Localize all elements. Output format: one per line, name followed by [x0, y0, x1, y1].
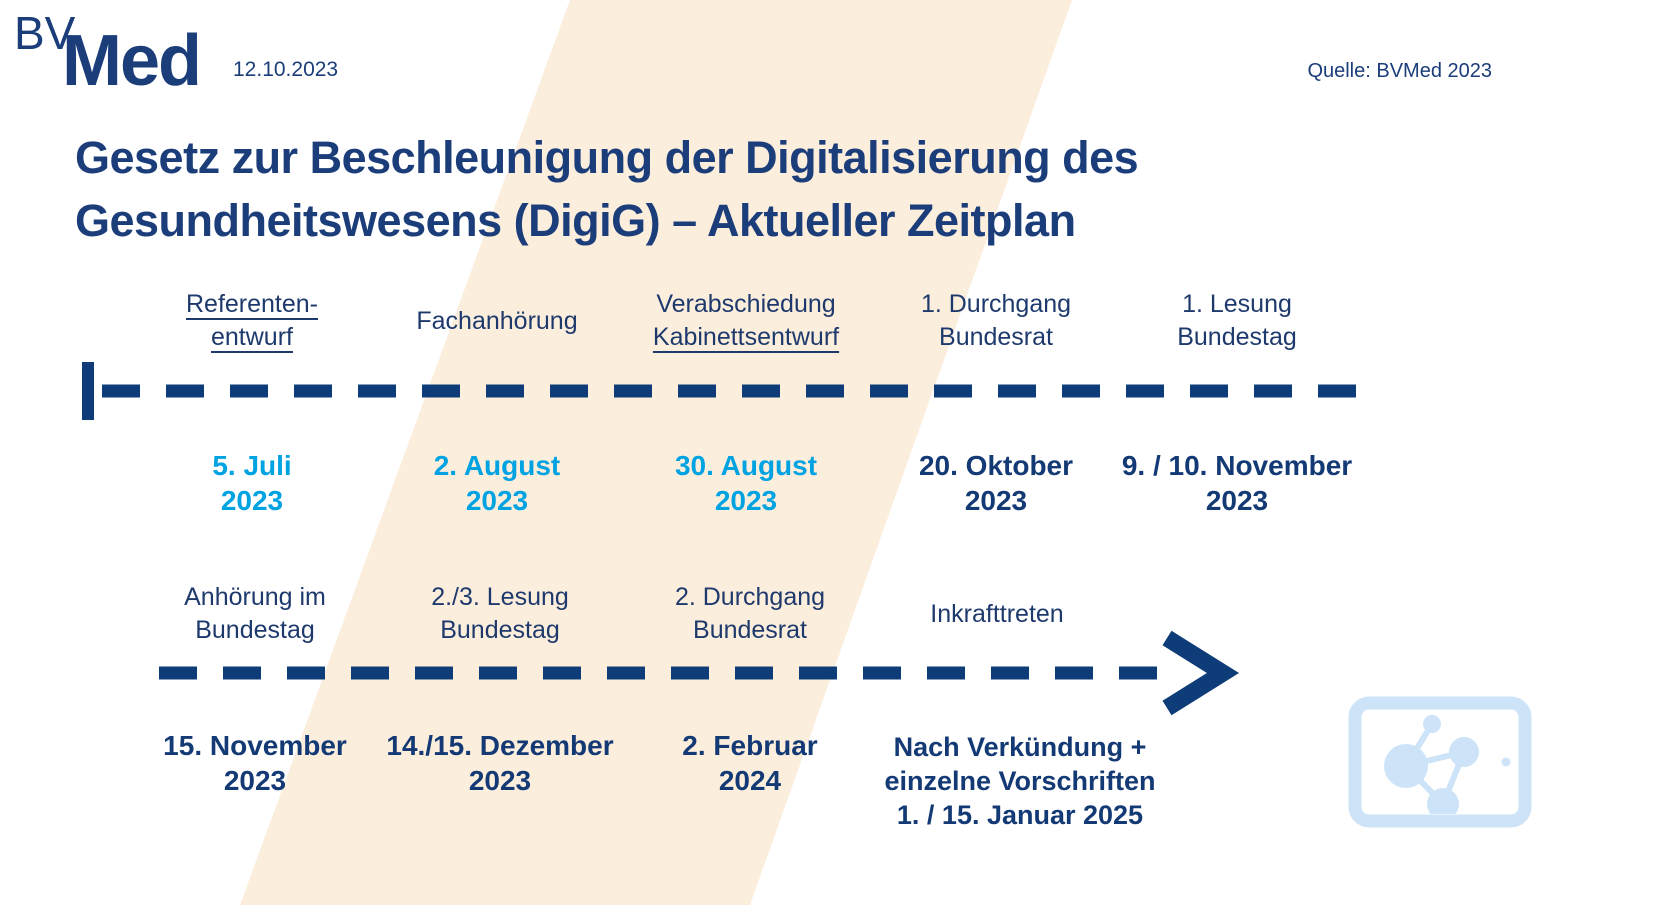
- label-line: Bundestag: [440, 616, 560, 644]
- bvmed-logo: [14, 6, 244, 106]
- date-line: 15. November: [163, 730, 347, 761]
- date-line: Nach Verkündung +: [893, 732, 1147, 762]
- tablet-camera-dot: [1502, 758, 1511, 767]
- date-line: 9. / 10. November: [1121, 450, 1353, 481]
- label-line: Bundesrat: [693, 616, 807, 644]
- milestone-label-lesung-bundestag-1: [1102, 285, 1372, 357]
- date-line: 2023: [468, 765, 532, 796]
- milestone-date-durchgang-bundesrat-2: [615, 725, 885, 801]
- label-line: 1. Lesung: [1182, 290, 1292, 318]
- date-line: 2023: [220, 485, 284, 516]
- milestone-label-referentenentwurf[interactable]: [117, 285, 387, 357]
- label-line: Inkrafttreten: [930, 599, 1064, 628]
- date-line: 30. August: [674, 450, 818, 481]
- page-title: [75, 126, 1138, 252]
- source-note: Quelle: BVMed 2023: [1307, 60, 1492, 82]
- timeline-row1: [80, 360, 1370, 422]
- date-line: 2023: [964, 485, 1028, 516]
- milestone-date-anhoerung-bundestag: [120, 725, 390, 801]
- timeline-start-tick: [82, 362, 94, 420]
- date-line: 2023: [223, 765, 287, 796]
- date-line: 20. Oktober: [918, 450, 1074, 481]
- title-line-1: Gesetz zur Beschleunigung der Digitalisierung des: [75, 132, 1139, 183]
- label-line[interactable]: Kabinettsentwurf: [652, 323, 840, 351]
- label-line[interactable]: Referenten-: [185, 290, 319, 318]
- milestone-date-lesung-bundestag-1: [1102, 445, 1372, 521]
- milestone-label-kabinettsentwurf[interactable]: [611, 285, 881, 357]
- milestone-label-durchgang-bundesrat-1: [861, 285, 1131, 357]
- milestone-label-fachanhoerung: [362, 285, 632, 357]
- label-line: 1. Durchgang: [920, 290, 1072, 318]
- label-line: 2./3. Lesung: [431, 583, 569, 611]
- milestone-date-referentenentwurf: [117, 445, 387, 521]
- date-line: einzelne Vorschriften: [884, 766, 1156, 796]
- label-line: Fachanhörung: [416, 306, 578, 335]
- slide-date: 12.10.2023: [233, 58, 339, 81]
- date-line: 5. Juli: [212, 450, 292, 481]
- date-line: 14./15. Dezember: [386, 730, 614, 761]
- label-line: 2. Durchgang: [674, 583, 826, 611]
- network-glyph: [1384, 715, 1479, 820]
- label-line: Bundestag: [195, 616, 315, 644]
- date-line: 2023: [714, 485, 778, 516]
- date-line: 2. August: [433, 450, 561, 481]
- label-line: Anhörung im: [184, 583, 326, 611]
- date-line: 2024: [718, 765, 782, 796]
- milestone-date-inkrafttreten: [860, 727, 1180, 835]
- milestone-date-lesung-bundestag-23: [365, 725, 635, 801]
- date-line: 1. / 15. Januar 2025: [896, 800, 1144, 830]
- date-line: 2023: [1205, 485, 1269, 516]
- logo-med-text: Med: [62, 21, 200, 101]
- date-line: 2023: [465, 485, 529, 516]
- label-line: Verabschiedung: [656, 290, 836, 318]
- timeline-row2: [155, 630, 1250, 716]
- label-line: Bundestag: [1177, 323, 1297, 351]
- milestone-date-kabinettsentwurf: [611, 445, 881, 521]
- label-line: Bundesrat: [939, 323, 1053, 351]
- arrow-right-icon: [1167, 638, 1223, 708]
- tablet-network-icon: [1348, 696, 1532, 828]
- milestone-date-durchgang-bundesrat-1: [861, 445, 1131, 521]
- label-line[interactable]: entwurf: [211, 323, 293, 351]
- logo-bv-text: BV: [14, 7, 76, 59]
- milestone-date-fachanhoerung: [362, 445, 632, 521]
- date-line: 2. Februar: [682, 730, 818, 761]
- title-line-2: Gesundheitswesens (DigiG) – Aktueller Zeitplan: [75, 195, 1076, 246]
